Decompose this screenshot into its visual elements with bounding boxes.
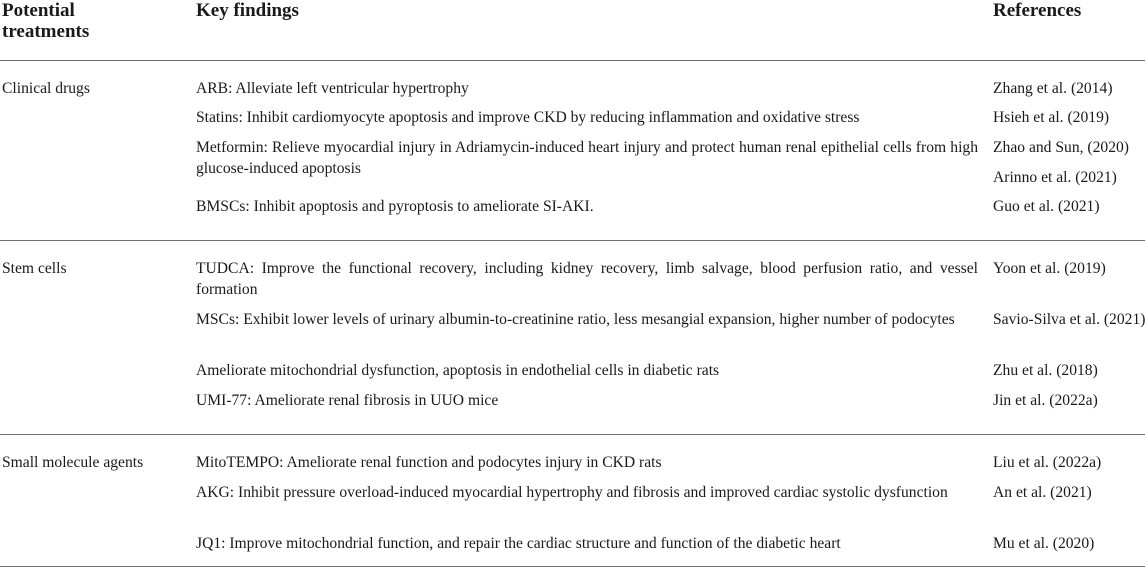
reference-row: Arinno et al. (2021) (993, 169, 1117, 186)
finding-row: JQ1: Improve mitochondrial function, and repair the cardiac structure and function of the diabetic heart (196, 535, 841, 552)
header-key-findings: Key findings (196, 0, 299, 21)
reference-row: Hsieh et al. (2019) (993, 109, 1110, 126)
group-divider-2 (0, 434, 1145, 435)
reference-row: Guo et al. (2021) (993, 198, 1100, 215)
reference-row: Jin et al. (2022a) (993, 392, 1098, 409)
finding-row: Metformin: Relieve myocardial injury in Adriamycin-induced heart injury and protect human renal epithelial cells from high glucose-induced apoptosis (196, 139, 978, 177)
reference-row: An et al. (2021) (993, 484, 1092, 501)
finding-row: Ameliorate mitochondrial dysfunction, apoptosis in endothelial cells in diabetic rats (196, 362, 720, 379)
category-stem-cells: Stem cells (2, 260, 67, 277)
header-potential-line2: treatments (2, 21, 90, 42)
finding-row: MSCs: Exhibit lower levels of urinary albumin-to-creatinine ratio, less mesangial expansion, higher number of podocytes (196, 311, 955, 328)
finding-row: UMI-77: Ameliorate renal fibrosis in UUO mice (196, 392, 499, 409)
finding-row: ARB: Alleviate left ventricular hypertrophy (196, 80, 469, 97)
finding-row: BMSCs: Inhibit apoptosis and pyroptosis to ameliorate SI-AKI. (196, 198, 594, 215)
finding-row: TUDCA: Improve the functional recovery, including kidney recovery, limb salvage, blood perfusion ratio, and vessel formation (196, 260, 978, 298)
header-references: References (993, 0, 1082, 21)
header-potential-line1: Potential (2, 0, 75, 21)
finding-row: MitoTEMPO: Ameliorate renal function and podocytes injury in CKD rats (196, 454, 662, 471)
finding-row: AKG: Inhibit pressure overload-induced myocardial hypertrophy and fibrosis and improved cardiac systolic dysfunction (196, 484, 948, 501)
reference-row: Zhu et al. (2018) (993, 362, 1098, 379)
reference-row: Zhang et al. (2014) (993, 80, 1113, 97)
reference-row: Zhao and Sun, (2020) (993, 139, 1129, 156)
finding-row: Statins: Inhibit cardiomyocyte apoptosis and improve CKD by reducing inflammation and oxidative stress (196, 109, 860, 126)
table-bottom-rule (0, 566, 1145, 567)
category-small-molecule-agents: Small molecule agents (2, 454, 144, 471)
header-potential-treatments (2, 0, 89, 42)
reference-row: Mu et al. (2020) (993, 535, 1095, 552)
reference-row: Savio-Silva et al. (2021) (993, 311, 1145, 328)
category-clinical-drugs: Clinical drugs (2, 80, 90, 97)
header-rule (0, 60, 1145, 61)
reference-row: Yoon et al. (2019) (993, 260, 1106, 277)
reference-row: Liu et al. (2022a) (993, 454, 1102, 471)
group-divider-1 (0, 240, 1145, 241)
